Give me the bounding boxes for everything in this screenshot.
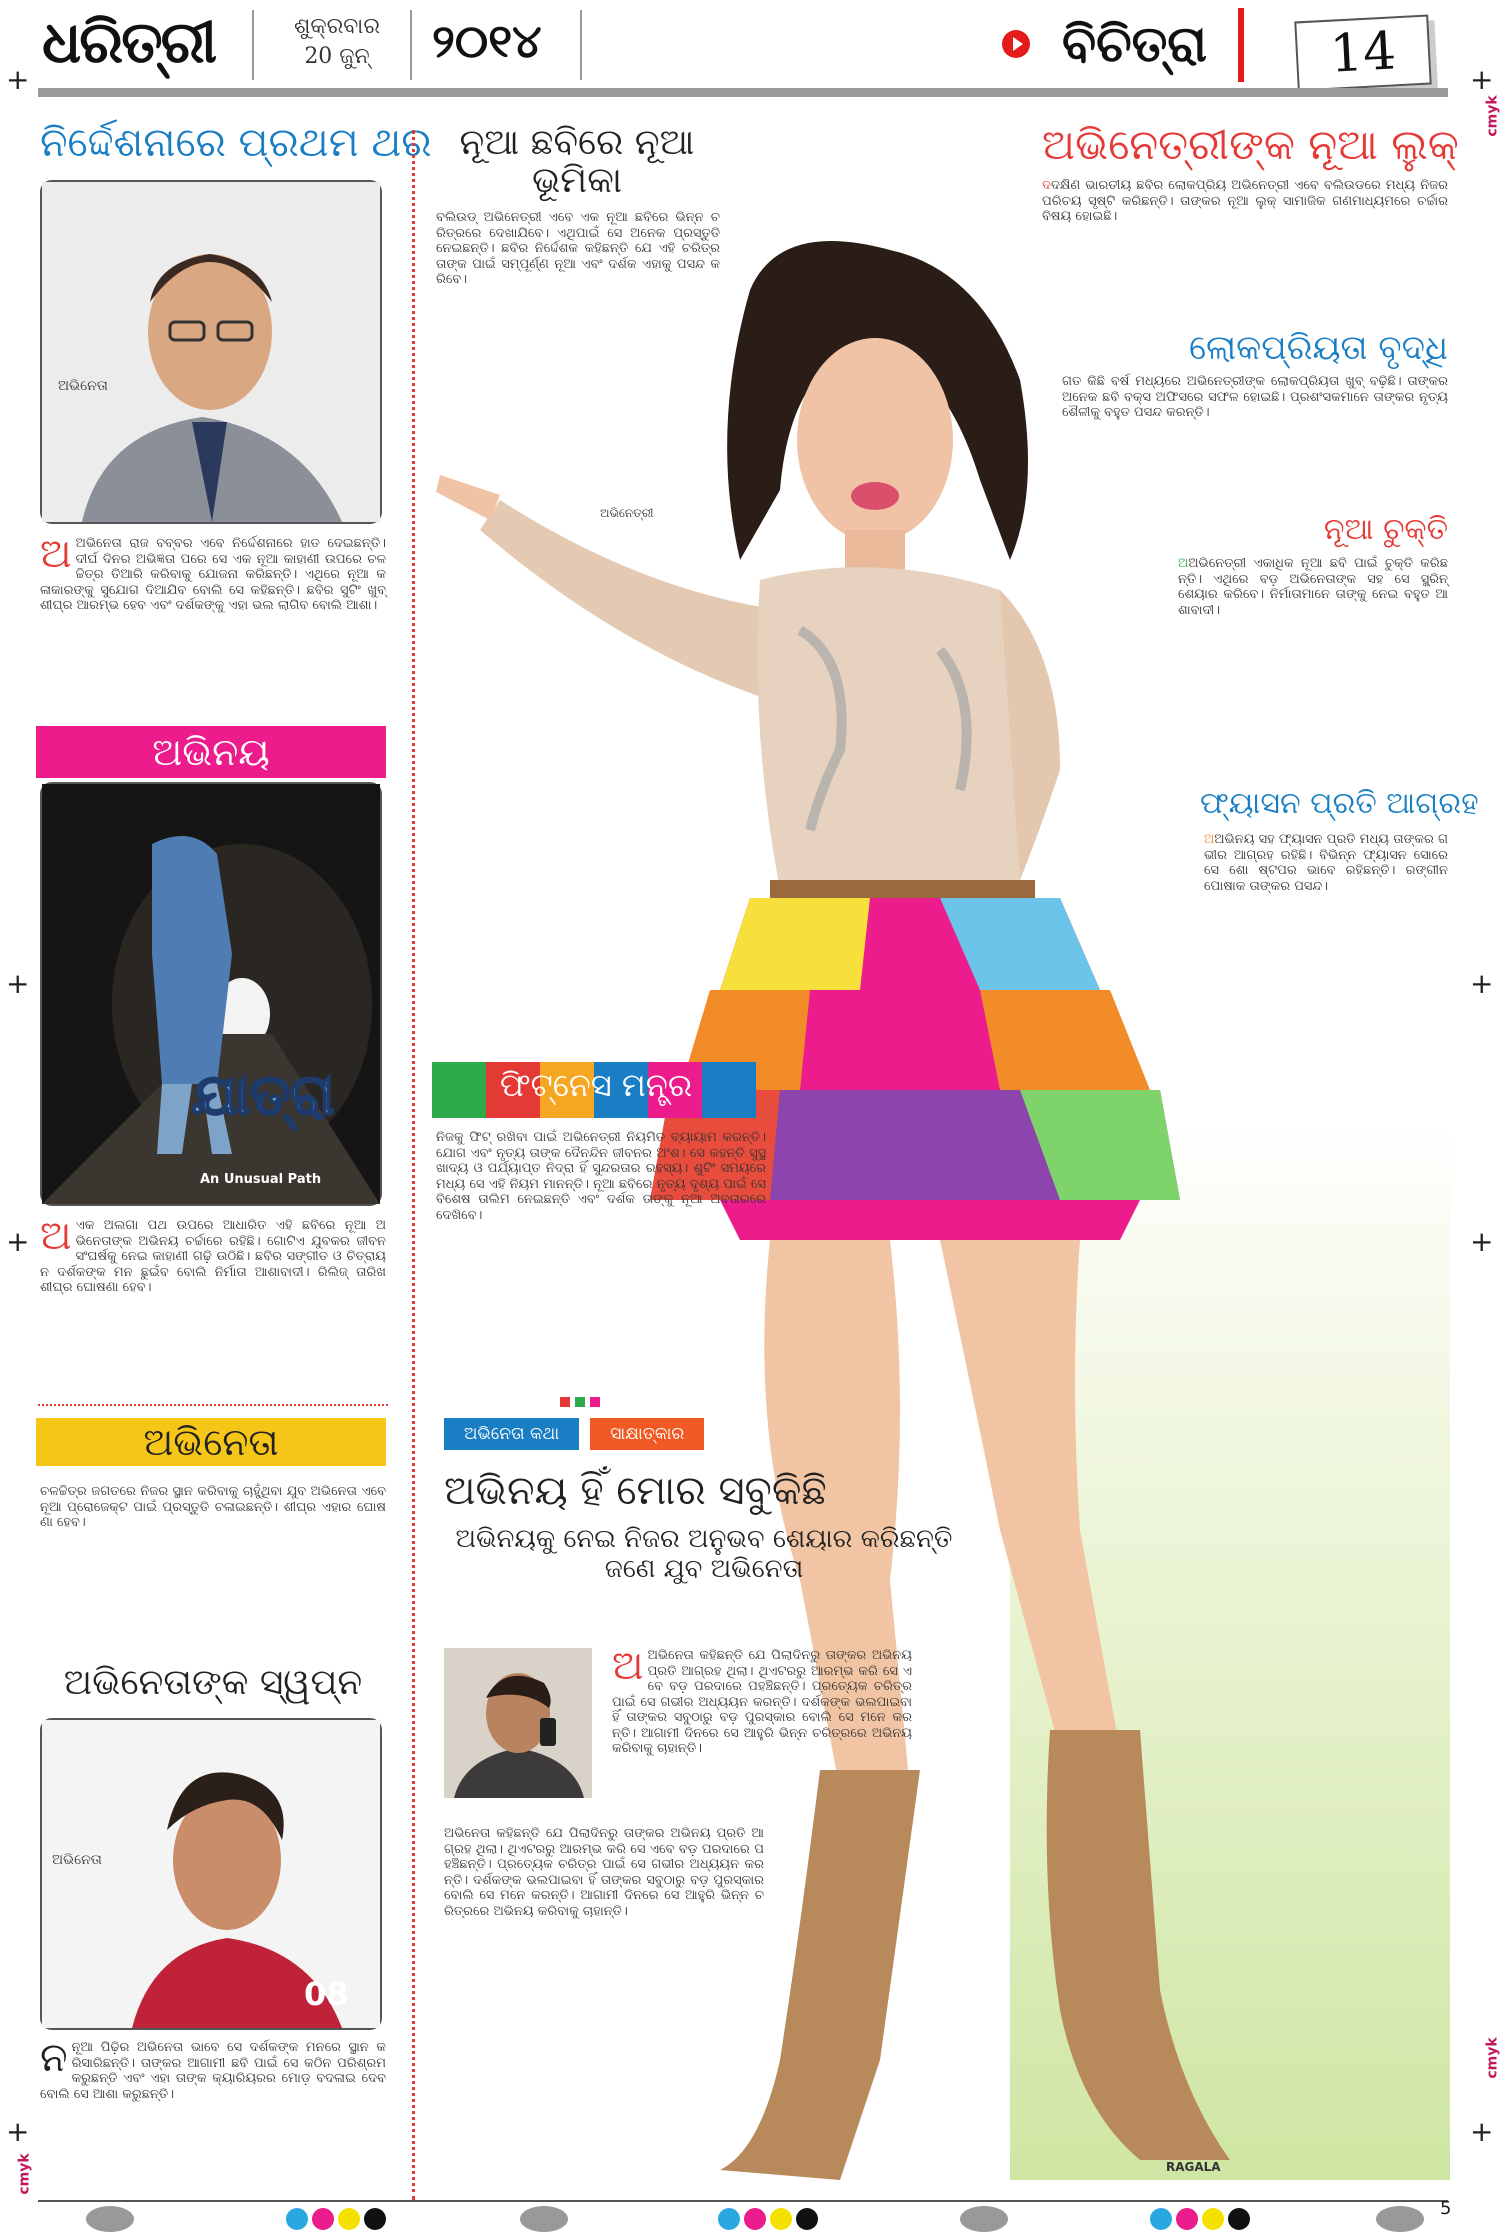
header-date-text: 20 ଜୁନ୍ [304, 44, 370, 69]
crop-mark-icon: + [1470, 2115, 1494, 2148]
photo-credit: RAGALA [1166, 2160, 1221, 2174]
left-headline-2: ଅଭିନେତାଙ୍କ ସ୍ୱପ୍ନ [63, 1662, 363, 1703]
tag-interview: ସାକ୍ଷାତ୍କାର [590, 1418, 704, 1450]
cmyk-mark: cmyk [1484, 2037, 1501, 2079]
middle-story-3-text: ଅଭିନେତା କହିଛନ୍ତି ଯେ ପିଲାଦିନରୁ ତାଙ୍କର ଅଭିନୟ ପ୍ରତି ଆଗ୍ରହ ଥିଲା। ଥିଏଟରରୁ ଆରମ୍ଭ କରି ସେ ଏବେ ବଡ଼ ପରଦାରେ ପହଞ୍ଚିଛନ୍ତି। ପ୍ରତ୍ୟେକ ଚରିତ୍ର ପାଇଁ ସେ ଗଭୀର ଅଧ୍ୟୟନ କରନ୍ତି। ଦର୍ଶକଙ୍କ ଭଲପାଇବା ହିଁ ତାଙ୍କର ସବୁଠାରୁ ବଡ଼ ପୁରସ୍କାର ବୋଲି ସେ ମନେ କରନ୍ତି। ଆଗାମୀ ଦିନରେ ସେ ଆହୁରି ଭିନ୍ନ ଚରିତ୍ରରେ ଅଭିନୟ କରିବାକୁ ଚାହାନ୍ତି। [612, 1648, 912, 1756]
right-story-4 [1204, 832, 1448, 1202]
header-year: ୨୦୧୪ [432, 14, 542, 68]
middle-subhead: ଫିଟ୍‌ନେସ ମନ୍ତ୍ର [499, 1066, 693, 1104]
header-divider [410, 10, 412, 80]
middle-story-3-cont: ଅଭିନେତା କହିଛନ୍ତି ଯେ ପିଲାଦିନରୁ ତାଙ୍କର ଅଭିନୟ ପ୍ରତି ଆଗ୍ରହ ଥିଲା। ଥିଏଟରରୁ ଆରମ୍ଭ କରି ସେ ଏବେ ବଡ଼ ପରଦାରେ ପହଞ୍ଚିଛନ୍ତି। ପ୍ରତ୍ୟେକ ଚରିତ୍ର ପାଇଁ ସେ ଗଭୀର ଅଧ୍ୟୟନ କରନ୍ତି। ଦର୍ଶକଙ୍କ ଭଲପାଇବା ହିଁ ତାଙ୍କର ସବୁଠାରୁ ବଡ଼ ପୁରସ୍କାର ବୋଲି ସେ ମନେ କରନ୍ତି। ଆଗାମୀ ଦିନରେ ସେ ଆହୁରି ଭିନ୍ନ ଚରିତ୍ରରେ ଅଭିନୟ କରିବାକୁ ଚାହାନ୍ତି। [444, 1826, 764, 1919]
play-icon [1002, 30, 1030, 58]
crop-mark-icon: + [1470, 967, 1494, 1000]
actor-photo-1 [40, 180, 382, 524]
header-day: ଶୁକ୍ରବାର [294, 14, 380, 39]
registration-mark [1376, 2206, 1424, 2232]
right-subhead-3: ଫ୍ୟାସନ ପ୍ରତି ଆଗ୍ରହ [1200, 786, 1479, 821]
photo-caption: ଅଭିନେତ୍ରୀ [600, 506, 654, 520]
left-story-3: ଚଳଚ୍ଚିତ୍ର ଜଗତରେ ନିଜର ସ୍ଥାନ କରିବାକୁ ଚାହୁଁଥିବା ଯୁବ ଅଭିନେତା ଏବେ ନୂଆ ପ୍ରୋଜେକ୍ଟ ପାଇଁ ପ୍ରସ୍ତୁତି ଚଳାଇଛନ୍ତି। ଶୀଘ୍ର ଏହାର ଘୋଷଣା ହେବ। [40, 1484, 386, 1530]
left-story-4 [40, 2035, 386, 2190]
right-story-1-text: ଦକ୍ଷିଣ ଭାରତୀୟ ଛବିର ଲୋକପ୍ରିୟ ଅଭିନେତ୍ରୀ ଏବେ ବଲିଉଡରେ ମଧ୍ୟ ନିଜର ପରିଚୟ ସୃଷ୍ଟି କରିଛନ୍ତି। ତାଙ୍କର ନୂଆ ଲୁକ୍ ସାମାଜିକ ଗଣମାଧ୍ୟମରେ ଚର୍ଚ୍ଚାର ବିଷୟ ହୋଇଛି। [1042, 178, 1448, 224]
movie-poster [40, 782, 382, 1206]
page-number: 14 [1328, 21, 1398, 85]
left-headline: ନିର୍ଦ୍ଦେଶନାରେ ପ୍ରଥମ ଥର [40, 120, 432, 166]
dropcap: ନ [40, 2035, 68, 2081]
svg-text:08: 08 [304, 1975, 349, 2013]
cmyk-mark: cmyk [16, 2153, 33, 2195]
header-accent-bar [1238, 8, 1244, 82]
left-story-2-text: ଏକ ଅଲଗା ପଥ ଉପରେ ଆଧାରିତ ଏହି ଛବିରେ ନୂଆ ଅଭିନେତାଙ୍କ ଅଭିନୟ ଚର୍ଚ୍ଚାରେ ରହିଛି। ଗୋଟିଏ ଯୁବକର ଜୀବନ ସଂଘର୍ଷକୁ ନେଇ କାହାଣୀ ଗଢ଼ି ଉଠିଛି। ଛବିର ସଙ୍ଗୀତ ଓ ଚିତ୍ରାୟନ ଦର୍ଶକଙ୍କ ମନ ଛୁଇଁବ ବୋଲି ନିର୍ମାତା ଆଶାବାଦୀ। ରିଲିଜ୍ ତାରିଖ ଶୀଘ୍ର ଘୋଷଣା ହେବ। [40, 1218, 386, 1295]
middle-story-2: ନିଜକୁ ଫିଟ୍ ରଖିବା ପାଇଁ ଅଭିନେତ୍ରୀ ନିୟମିତ ବ୍ୟାୟାମ କରନ୍ତି। ଯୋଗ ଏବଂ ନୃତ୍ୟ ତାଙ୍କ ଦୈନନ୍ଦିନ ଜୀବନର ଅଂଶ। ସେ କହନ୍ତି ସୁସ୍ଥ ଖାଦ୍ୟ ଓ ପର୍ଯ୍ୟାପ୍ତ ନିଦ୍ରା ହିଁ ସୁନ୍ଦରତାର ରହସ୍ୟ। ଶୁଟିଂ ସମୟରେ ମଧ୍ୟ ସେ ଏହି ନିୟମ ମାନନ୍ତି। ନୂଆ ଛବିରେ ନୃତ୍ୟ ଦୃଶ୍ୟ ପାଇଁ ସେ ବିଶେଷ ତାଲିମ ନେଇଛନ୍ତି ଏବଂ ଦର୍ଶକ ତାଙ୍କୁ ନୂଆ ଅବତାରରେ ଦେଖିବେ। [436, 1130, 766, 1223]
dropcap: ଅ [612, 1643, 644, 1689]
right-story-2: ଗତ କିଛି ବର୍ଷ ମଧ୍ୟରେ ଅଭିନେତ୍ରୀଙ୍କ ଲୋକପ୍ରିୟତା ଖୁବ୍ ବଢ଼ିଛି। ତାଙ୍କର ଅନେକ ଛବି ବକ୍ସ ଅଫିସରେ ସଫଳ ହୋଇଛି। ପ୍ରଶଂସକମାନେ ତାଙ୍କର ନୃତ୍ୟ ଶୈଳୀକୁ ବହୁତ ପସନ୍ଦ କରନ୍ତି। [1062, 374, 1448, 420]
dropcap: ଅ [1178, 556, 1189, 571]
registration-mark [960, 2206, 1008, 2232]
section-title: ବିଚିତ୍ରା [1062, 14, 1208, 73]
header-date [272, 12, 402, 72]
registration-mark [520, 2206, 568, 2232]
left-story-1 [40, 531, 386, 714]
header-rule [38, 88, 1448, 97]
crop-mark-icon: + [6, 1225, 30, 1258]
dots-ornament [560, 1392, 600, 1411]
middle-headline: ନୂଆ ଛବିରେ ନୂଆ ଭୂମିକା [459, 122, 695, 201]
right-story-3-text: ଅଭିନେତ୍ରୀ ଏକାଧିକ ନୂଆ ଛବି ପାଇଁ ଚୁକ୍ତି କରିଛନ୍ତି। ଏଥିରେ ବଡ଼ ଅଭିନେତାଙ୍କ ସହ ସେ ସ୍କ୍ରିନ୍ ଶେୟାର କରିବେ। ନିର୍ମାତାମାନେ ତାଙ୍କୁ ନେଇ ବହୁତ ଆଶାବାଦୀ। [1178, 556, 1448, 618]
footer-page-number: 5 [1440, 2198, 1452, 2219]
left-story-2 [40, 1213, 386, 1396]
dropcap: ଅ [1204, 832, 1215, 847]
column-divider [412, 130, 415, 2200]
registration-mark [86, 2206, 134, 2232]
interview-headline: ଅଭିନୟ ହିଁ ମୋର ସବୁକିଛି [444, 1468, 827, 1514]
tag-actor-talk: ଅଭିନେତା କଥା [444, 1418, 579, 1450]
actor-photo-2 [40, 1718, 382, 2030]
dropcap: ଦ [1042, 178, 1051, 193]
crop-mark-icon: + [6, 63, 30, 96]
middle-story-1: ବଲିଉଡ୍ ଅଭିନେତ୍ରୀ ଏବେ ଏକ ନୂଆ ଛବିରେ ଭିନ୍ନ ଚରିତ୍ରରେ ଦେଖାଯିବେ। ଏଥିପାଇଁ ସେ ଅନେକ ପ୍ରସ୍ତୁତି ନେଇଛନ୍ତି। ଛବିର ନିର୍ଦ୍ଦେଶକ କହିଛନ୍ତି ଯେ ଏହି ଚରିତ୍ର ତାଙ୍କ ପାଇଁ ସମ୍ପୂର୍ଣ୍ଣ ନୂଆ ଏବଂ ଦର୍ଶକ ଏହାକୁ ପସନ୍ଦ କରିବେ। [436, 210, 720, 287]
cmyk-mark: cmyk [1484, 95, 1501, 137]
crop-mark-icon: + [1470, 1225, 1494, 1258]
poster-subtitle: An Unusual Path [200, 1172, 322, 1187]
crop-mark-icon: + [6, 2115, 30, 2148]
tag-row [444, 1418, 710, 1450]
photo-caption: ଅଭିନେତା [58, 378, 108, 394]
section-bar-magenta: ଅଭିନୟ [36, 726, 386, 778]
page-number-box [1294, 15, 1431, 92]
right-subhead-2: ନୂଆ ଚୁକ୍ତି [1323, 512, 1448, 547]
left-story-4-text: ନୂଆ ପିଢ଼ିର ଅଭିନେତା ଭାବେ ସେ ଦର୍ଶକଙ୍କ ମନରେ ସ୍ଥାନ କରିସାରିଛନ୍ତି। ତାଙ୍କର ଆଗାମୀ ଛବି ପାଇଁ ସେ କଠିନ ପରିଶ୍ରମ କରୁଛନ୍ତି ଏବଂ ଏହା ତାଙ୍କ କ୍ୟାରିୟରର ମୋଡ଼ ବଦଳାଇ ଦେବ ବୋଲି ସେ ଆଶା କରୁଛନ୍ତି। [40, 2040, 386, 2102]
dropcap: ଅ [40, 1213, 72, 1259]
color-dots [718, 2208, 818, 2230]
right-story-4-text: ଅଭିନୟ ସହ ଫ୍ୟାସନ ପ୍ରତି ମଧ୍ୟ ତାଙ୍କର ଗଭୀର ଆଗ୍ରହ ରହିଛି। ବିଭିନ୍ନ ଫ୍ୟାସନ ସୋରେ ସେ ଶୋ ଷ୍ଟପର ଭାବେ ରହିଛନ୍ତି। ରଙ୍ଗୀନ ପୋଷାକ ତାଙ୍କର ପସନ୍ଦ। [1204, 832, 1448, 894]
person-illustration [444, 1648, 592, 1798]
header-divider [252, 10, 254, 80]
right-subhead-1: ଲୋକପ୍ରିୟତା ବୃଦ୍ଧି [1188, 328, 1448, 368]
masthead: ଧରିତ୍ରୀ [42, 8, 216, 76]
right-story-3 [1178, 556, 1448, 756]
middle-story-3 [612, 1643, 912, 1818]
crop-mark-icon: + [6, 967, 30, 1000]
color-dots [1150, 2208, 1250, 2230]
footer-rule [38, 2200, 1448, 2202]
right-story-1 [1042, 178, 1448, 318]
actor-photo-3 [444, 1648, 592, 1798]
crop-mark-icon: + [1470, 63, 1494, 96]
interview-deck: ଅଭିନୟକୁ ନେଇ ନିଜର ଅନୁଭବ ଶେୟାର କରିଛନ୍ତି ଜଣେ ଯୁବ ଅଭିନେତା [455, 1524, 953, 1584]
person-illustration [42, 182, 380, 522]
header-divider [580, 10, 582, 80]
tunnel-illustration [42, 784, 380, 1204]
section-bar-yellow: ଅଭିନେତା [36, 1418, 386, 1466]
svg-text:ଯାତ୍ରା: ଯାତ୍ରା [192, 1062, 335, 1128]
right-headline: ଅଭିନେତ୍ରୀଙ୍କ ନୂଆ ଲୁକ୍ [1042, 120, 1459, 169]
photo-caption: ଅଭିନେତା [52, 1852, 102, 1868]
color-dots [286, 2208, 386, 2230]
dropcap: ଅ [40, 531, 72, 577]
dotted-separator [38, 1404, 388, 1406]
left-story-1-text: ଅଭିନେତା ରାଜ ବବ୍ବର ଏବେ ନିର୍ଦ୍ଦେଶନାରେ ହାତ ଦେଇଛନ୍ତି। ଦୀର୍ଘ ଦିନର ଅଭିଜ୍ଞତା ପରେ ସେ ଏକ ନୂଆ କାହାଣୀ ଉପରେ ଚଳଚ୍ଚିତ୍ର ତିଆରି କରିବାକୁ ଯୋଜନା କରିଛନ୍ତି। ଏଥିରେ ନୂଆ କଳାକାରଙ୍କୁ ସୁଯୋଗ ଦିଆଯିବ ବୋଲି ସେ କହିଛନ୍ତି। ଛବିର ସୁଟିଂ ଖୁବ୍ ଶୀଘ୍ର ଆରମ୍ଭ ହେବ ଏବଂ ଦର୍ଶକଙ୍କୁ ଏହା ଭଲ ଲାଗିବ ବୋଲି ଆଶା। [40, 536, 386, 613]
person-illustration [42, 1720, 380, 2028]
